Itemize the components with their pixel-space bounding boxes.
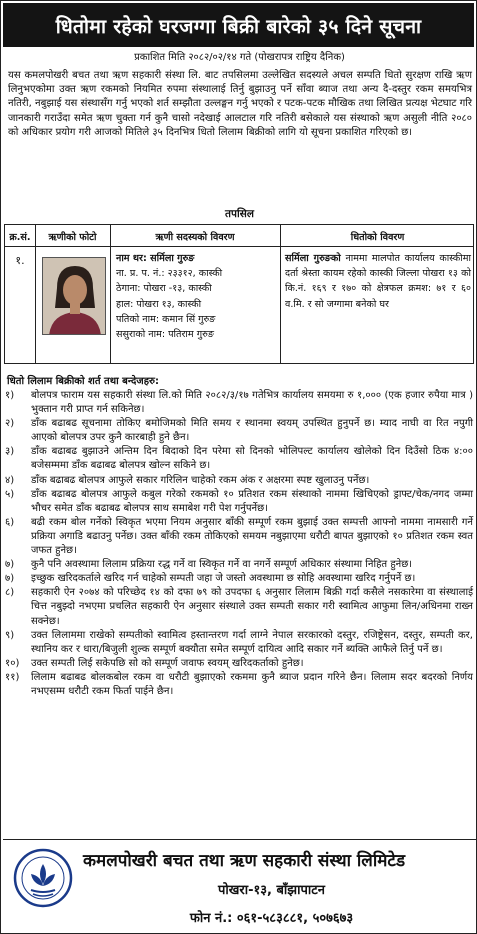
member-details bbox=[116, 251, 276, 342]
intro-paragraph: यस कमलपोखरी बचत तथा ऋण सहकारी संस्था लि. बाट तपसिलमा उल्लेखित सदस्यले अचल सम्पति धितो सुरक्षण राखि ऋण लिनुभएकोमा उक्त ऋण रकमको नियमित रुपमा संस्थालाई तिर्नु बुझाउनु पर्ने साँवा ब्याज तथा अन्य दै-दस्तुर रकम समयभित्र नतिरी, नबुझाई यस संस्थासँग गर्नु भएको शर्त सम्झौता उल्लङ्घन गर्नु भएको र पटक-पटक मौखिक तथा लिखित प्रत्यक्ष भेटघाट गरि जानकारी गराउँदा समेत ऋण चुक्ता गर्न कुनै चासो नदेखाई आलटाल गरि नतिरी बसेकाले यस संस्थाको ऋण असुली नीति २०८० को अधिकार प्रयोग गरी आजको मितिले ३५ दिनभित्र धितो लिलाम बिक्रीको लागि यो सूचना प्रकाशित गरिएको छ। bbox=[8, 70, 472, 138]
list-item: ९) उक्त लिलाममा राखेको सम्पतीको स्वामित्व हस्तान्तरण गर्दा लाग्ने नेपाल सरकारको दस्तुर, रजिष्ट्रेसन, दस्तुर, सम्पती कर, स्थानिय कर र धारा/बिजुली शुल्क सम्पूर्ण बक्यौता समेत सम्पूर्ण दायित्व आदि सकार गर्ने ब्यक्ति आफैले तिर्नु पर्ने छ। bbox=[5, 629, 473, 655]
conditions-title: धितो लिलाम बिक्रीको शर्त तथा बन्देजहरु: bbox=[7, 376, 159, 387]
borrower-photo bbox=[42, 257, 106, 335]
details-table bbox=[4, 224, 474, 364]
member-name: नाम थर: सर्मिला गुरुङ bbox=[116, 253, 195, 264]
list-item: १) बोलपत्र फाराम यस सहकारी संस्था लि.को मिति २०८२/३/१७ गतेभित्र कार्यालय समयमा रु १,००० (एक हजार रुपैया मात्र ) भुक्तान गरी प्राप्त गर्न सकिनेछ। bbox=[5, 390, 473, 416]
father-in-law-name: ससुराको नाम: पतिराम गुरुङ bbox=[116, 329, 214, 341]
header-member: ऋणी सदस्यको विवरण bbox=[155, 231, 235, 243]
husband-name: पतिको नाम: कमान सिं गुरुङ bbox=[116, 313, 216, 325]
cooperative-logo bbox=[13, 848, 73, 908]
organization-phone: फोन नं.: ०६१-५८३८८१, ५०७६७३ bbox=[189, 911, 354, 926]
list-item: ३) डाँक बढाबढ बुझाउने अन्तिम दिन बिदाको दिन परेमा सो दिनको भोलिपल्ट कार्यालय खोलेको दिन दिउँसो ठिक ४:०० बजेसम्ममा डाँक बढाबढ बोलपत्र खोल्न सकिने छ। bbox=[5, 446, 473, 472]
list-item: ११) लिलाम बढाबढ बोलकबोल रकम वा धरौटी बुझाएको रकममा कुनै ब्याज प्रदान गरिने छैन। लिलाम सदर बदरको निर्णय नभएसम्म धरौटी रकम फिर्ता पाईने छैन। bbox=[5, 671, 473, 697]
conditions-list bbox=[5, 389, 473, 699]
organization-address: पोखरा-१३, बाँझापाटन bbox=[218, 883, 325, 898]
person-photo-icon bbox=[43, 258, 106, 335]
published-date: प्रकाशित मिति २०८२/०२/१४ गते (पोखरापत्र राष्ट्रिय दैनिक) bbox=[134, 52, 345, 63]
header-collateral: धितोको विवरण bbox=[350, 231, 405, 243]
list-item: १०) उक्त सम्पती लिई सकेपछि सो को सम्पूर्ण जवाफ स्वयम् खरिदकर्ताको हुनेछ। bbox=[5, 657, 304, 669]
permanent-address: ठेगाना: पोखरा -१३, कास्की bbox=[116, 283, 212, 295]
header-sn: क्र.सं. bbox=[9, 231, 31, 243]
row-serial: १. bbox=[15, 254, 25, 267]
collateral-owner: सर्मिला गुरुङको bbox=[285, 253, 341, 264]
list-item: ७) कुनै पनि अवस्थामा लिलाम प्रक्रिया रद्ध गर्ने वा स्विकृत गर्ने वा नगर्ने सम्पूर्ण अधिकार संस्थामा निहित हुनेछ। bbox=[5, 559, 413, 571]
list-item: ६) बढी रकम बोल गर्नेको स्विकृत भएमा नियम अनुसार बाँकी सम्पूर्ण रकम बुझाई उक्त सम्पत्ती आफ्नो नाममा नामसारी गर्ने प्रक्रिया अगाडि बढाउनु पर्नेछ। उक्त बाँकी रकम तोकिएको समयम नबुझाएमा धरौटी बापत बुझाएको १० प्रतिशत रकम स्वत जफत हुनेछ। bbox=[5, 516, 473, 557]
list-item: ७) इच्छुक खरिदकर्ताले खरिद गर्न चाहेको सम्पती जहा जे जस्तो अवस्थामा छ सोहि अवस्थामा खरिद गर्नुपर्ने छ। bbox=[5, 573, 416, 585]
lotus-logo-icon bbox=[13, 848, 73, 908]
list-item: ८) सहकारी ऐन २०७४ को परिच्छेद १४ को दफा ७९ को उपदफा ६ अनुसार लिलाम बिक्री गर्दा कसैले नसकारेमा वा संस्थालाई चित्त नबुझ्दो नभएमा प्रचलित सहकारी ऐन अनुसार संस्थाले उक्त सम्पती सकार गरी स्वामित्व आफुमा लिन/अधिनमा राख्न सक्नेछ। bbox=[5, 587, 473, 627]
footer bbox=[3, 839, 476, 933]
list-item: २) डाँक बढाबढ सूचनामा तोकिए बमोजिमको मिति समय र स्थानमा स्वयम् उपस्थित हुनुपर्ने छ। म्याद नाघी वा रित नपुगी आएको बोलपत्र उपर कुनै कारबाही हुने छैन। bbox=[5, 418, 473, 444]
collateral-text: नाममा मालपोत कार्यालय कास्कीमा दर्ता श्रेस्ता कायम रहेको कास्की जिल्ला पोखरा १३ को कि.नं. १६९ र १७० को क्षेत्रफल क्रमश: ७१ र ६० व.मि. र सो जग्गामा बनेको घर bbox=[285, 253, 471, 310]
collateral-details bbox=[285, 251, 471, 312]
list-item: ५) डाँक बढाबढ बोलपत्र आफुले कबुल गरेको रकमको १० प्रतिशत रकम संस्थाको नाममा खिचिएको ड्राफ्ट/चेक/नगद जम्मा भौचर समेत डाँक बढाबढ बोलपत्र साथ समाबेश गरी पेश गर्नुपर्नेछ। bbox=[5, 488, 473, 514]
list-item: ४) डाँक बढाबढ बोलपत्र आफुले सकार गरिलिन चाहेको रकम अंक र अक्षरमा स्पष्ट खुलाउनु पर्नेछ। bbox=[5, 474, 370, 486]
header-photo: ऋणीको फोटो bbox=[48, 231, 97, 243]
table-title: तपसिल bbox=[225, 208, 254, 220]
current-address: हाल: पोखरा १३, कास्की bbox=[116, 298, 202, 310]
organization-name: कमलपोखरी बचत तथा ऋण सहकारी संस्था लिमिटेड bbox=[83, 851, 406, 871]
citizenship-no: ना. प्र. प. नं.: २३३१२, कास्की bbox=[116, 268, 223, 280]
notice-title: धितोमा रहेको घरजग्गा बिक्री बारेको ३५ दिने सूचना bbox=[3, 3, 474, 47]
